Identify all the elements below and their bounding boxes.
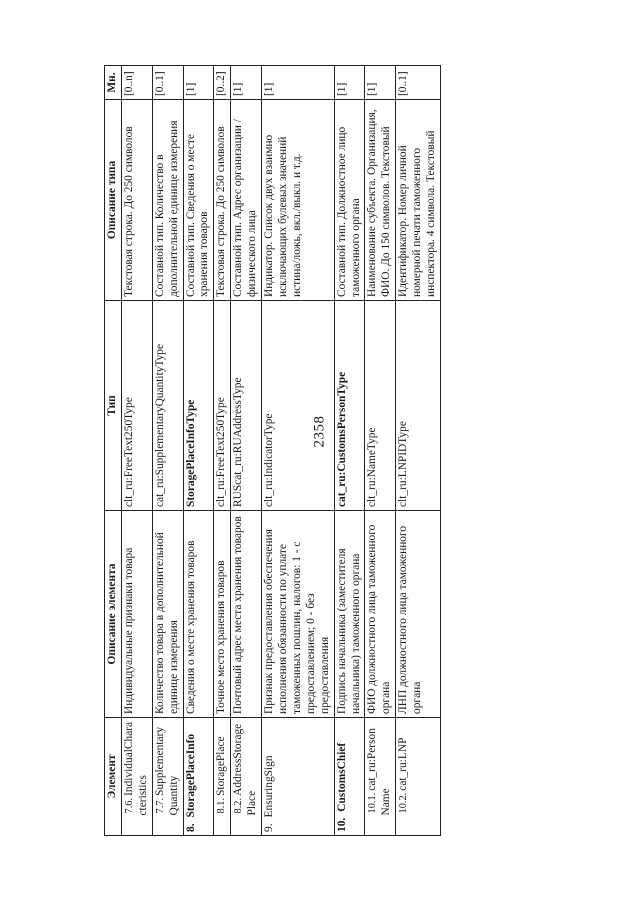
type-cell: cat_ru:CustomsPersonType bbox=[334, 301, 365, 511]
type-cell: clt_ru:LNPIDType bbox=[396, 301, 441, 511]
mn-cell: [1] bbox=[183, 66, 214, 100]
type-cell: cat_ru:SupplementaryQuantityType bbox=[152, 301, 183, 511]
indent-cell bbox=[214, 819, 231, 836]
type-cell: clt_ru:IndicatorType bbox=[262, 301, 335, 511]
element-desc-cell: Подпись начальника (заместителя начальника) таможенного органа bbox=[334, 511, 365, 718]
row-number: 9. bbox=[263, 823, 276, 832]
table-row bbox=[214, 66, 231, 836]
element-cell bbox=[214, 718, 231, 819]
element-name: SupplementaryQuantity bbox=[153, 726, 180, 816]
row-number: 8.1. bbox=[216, 797, 228, 814]
indent-cell bbox=[396, 819, 441, 836]
header-element-desc: Описание элемента bbox=[105, 511, 122, 718]
header-type: Тип bbox=[105, 301, 122, 511]
mn-cell: [1] bbox=[365, 66, 396, 100]
element-name: cat_ru:LNP bbox=[397, 737, 410, 791]
element-desc-cell: Признак предоставления обеспечения исполнения обязанности по уплате таможенных пошлин, налогов: 1 - с предоставлением; 0 - без предоставления bbox=[262, 511, 335, 718]
row-number: 10.2. bbox=[398, 792, 410, 814]
type-desc-cell: Наименование субъекта. Организация, ФИО. До 150 символов. Текстовый bbox=[365, 100, 396, 301]
type-cell: clt_ru:FreeText250Type bbox=[214, 301, 231, 511]
table-row bbox=[396, 66, 441, 836]
table-row bbox=[334, 66, 365, 836]
schema-table bbox=[104, 65, 441, 836]
table-row bbox=[231, 66, 262, 836]
table-row bbox=[183, 66, 214, 836]
mn-cell: [1] bbox=[334, 66, 365, 100]
row-number: 8. bbox=[184, 823, 197, 832]
row-number: 7.6. bbox=[123, 797, 135, 814]
element-cell bbox=[262, 718, 335, 836]
type-desc-cell: Составной тип. Должностное лицо таможенного органа bbox=[334, 100, 365, 301]
page-number: 2358 bbox=[311, 415, 328, 448]
type-desc-cell: Идентификатор. Номер личной номерной печати таможенного инспектора. 4 символа. Текстовый bbox=[396, 100, 441, 301]
element-name: StoragePlace bbox=[215, 736, 228, 796]
type-desc-cell: Текстовая строка. До 250 символов bbox=[121, 100, 152, 301]
element-cell bbox=[152, 718, 183, 819]
header-mn: Мн. bbox=[105, 66, 122, 100]
element-cell bbox=[396, 718, 441, 819]
element-desc-cell: Почтовый адрес места хранения товаров bbox=[231, 511, 262, 718]
table-row bbox=[365, 66, 396, 836]
header-type-desc: Описание типа bbox=[105, 100, 122, 301]
mn-cell: [0..1] bbox=[152, 66, 183, 100]
element-name: StoragePlaceInfo bbox=[184, 733, 197, 818]
row-number: 10. bbox=[335, 817, 348, 832]
type-desc-cell: Составной тип. Сведения о месте хранения товаров bbox=[183, 100, 214, 301]
element-desc-cell: Индивидуальные признаки товара bbox=[121, 511, 152, 718]
indent-cell bbox=[152, 819, 183, 836]
row-number: 7.7. bbox=[154, 797, 166, 814]
element-desc-cell: Количество товара в дополнительной единице измерения bbox=[152, 511, 183, 718]
indent-cell bbox=[121, 819, 152, 836]
row-number: 8.2. bbox=[233, 797, 245, 814]
mn-cell: [1] bbox=[231, 66, 262, 100]
table-row bbox=[121, 66, 152, 836]
type-cell: clt_ru:NameType bbox=[365, 301, 396, 511]
indent-cell bbox=[365, 819, 396, 836]
type-cell: RUScat_ru:RUAddressType bbox=[231, 301, 262, 511]
type-cell: StoragePlaceInfoType bbox=[183, 301, 214, 511]
element-name: EnsuringSign bbox=[263, 755, 276, 818]
element-desc-cell: ЛНП должностного лица таможенного органа bbox=[396, 511, 441, 718]
header-element: Элемент bbox=[105, 718, 122, 836]
mn-cell: [1] bbox=[262, 66, 335, 100]
row-number: 10.1. bbox=[367, 792, 379, 814]
element-cell bbox=[365, 718, 396, 819]
table-header-row bbox=[105, 66, 122, 836]
element-name: IndividualCharacteristics bbox=[122, 721, 149, 816]
type-desc-cell: Текстовая строка. До 250 символов bbox=[214, 100, 231, 301]
mn-cell: [0..2] bbox=[214, 66, 231, 100]
indent-cell bbox=[231, 819, 262, 836]
element-desc-cell: Точное место хранения товаров bbox=[214, 511, 231, 718]
element-cell bbox=[183, 718, 214, 836]
element-desc-cell: ФИО должностного лица таможенного органа bbox=[365, 511, 396, 718]
element-desc-cell: Сведения о месте хранения товаров bbox=[183, 511, 214, 718]
element-name: AddressStoragePlace bbox=[232, 723, 259, 816]
type-desc-cell: Составной тип. Адрес организации / физического лица bbox=[231, 100, 262, 301]
element-name: cat_ru:PersonName bbox=[366, 728, 393, 816]
element-cell bbox=[231, 718, 262, 819]
rotated-table-wrapper bbox=[104, 66, 438, 836]
table-row bbox=[262, 66, 335, 836]
element-name: CustomsChief bbox=[335, 742, 348, 812]
element-cell bbox=[121, 718, 152, 819]
type-desc-cell: Индикатор. Список двух взаимно исключающих булевых значений истина/ложь, вкл./выкл. и т.д. bbox=[262, 100, 335, 301]
type-cell: clt_ru:FreeText250Type bbox=[121, 301, 152, 511]
mn-cell: [0..n] bbox=[121, 66, 152, 100]
mn-cell: [0..1] bbox=[396, 66, 441, 100]
element-cell bbox=[334, 718, 365, 836]
table-row bbox=[152, 66, 183, 836]
type-desc-cell: Составной тип. Количество в дополнительной единице измерения bbox=[152, 100, 183, 301]
